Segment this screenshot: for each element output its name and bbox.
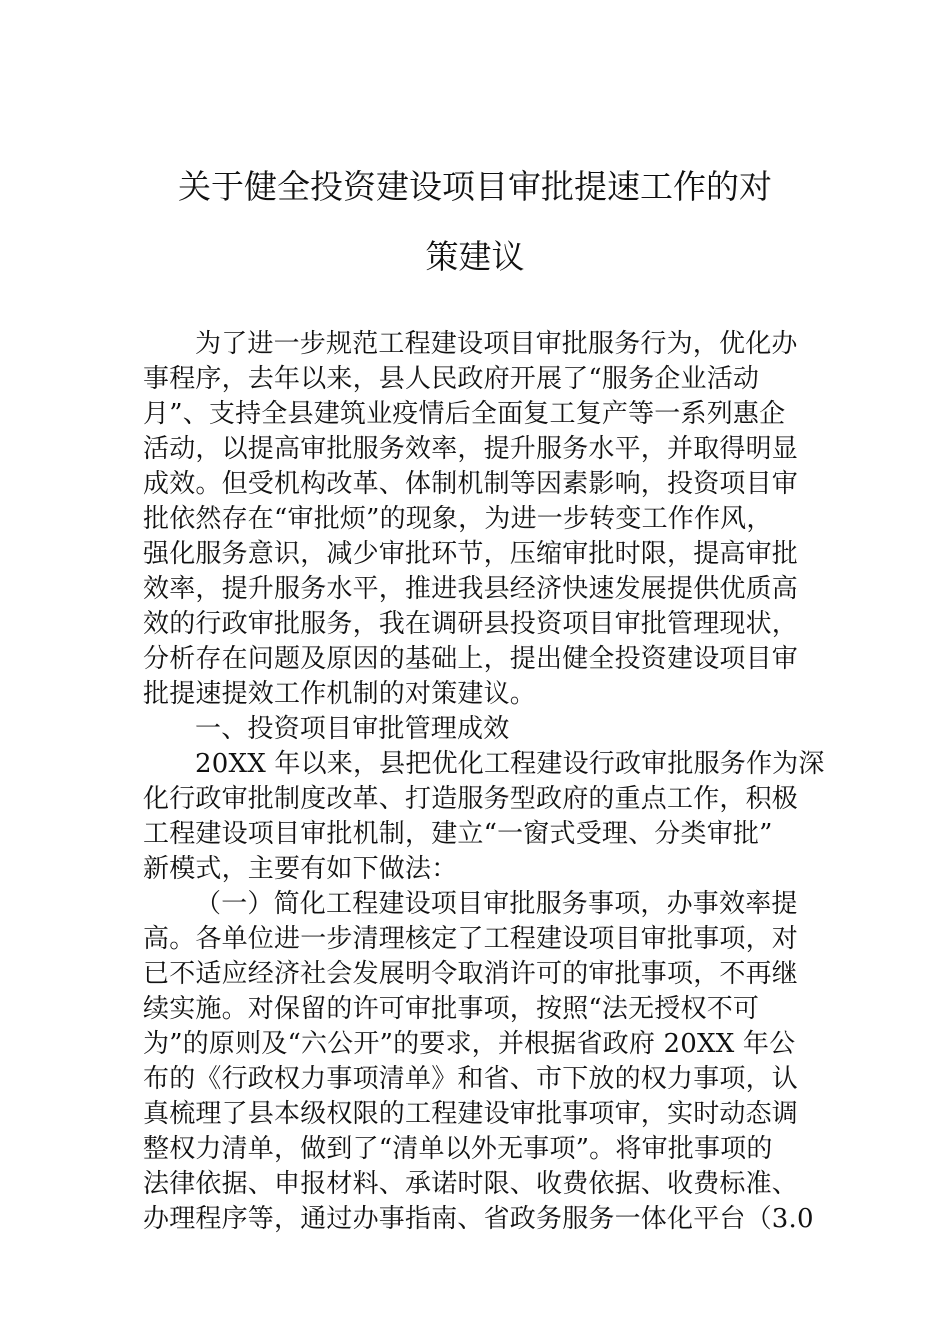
- paragraph-line: 续实施。对保留的许可审批事项，按照“法无授权不可: [143, 994, 760, 1024]
- document-body: [143, 327, 823, 1237]
- paragraph-line: 事程序，去年以来，县人民政府开展了“服务企业活动: [143, 364, 760, 394]
- paragraph-line: 效的行政审批服务，我在调研县投资项目审批管理现状，: [143, 609, 799, 639]
- paragraph-line: 高。各单位进一步清理核定了工程建设项目审批事项，对: [143, 924, 799, 954]
- paragraph-line: 20XX 年以来，县把优化工程建设行政审批服务作为深: [195, 749, 825, 779]
- section-heading: 一、投资项目审批管理成效: [195, 714, 510, 744]
- paragraph-line: 已不适应经济社会发展明令取消许可的审批事项，不再继: [143, 959, 799, 989]
- paragraph-line: 化行政审批制度改革、打造服务型政府的重点工作，积极: [143, 784, 799, 814]
- paragraph-line: 工程建设项目审批机制，建立“一窗式受理、分类审批”: [143, 819, 773, 849]
- paragraph-line: 为了进一步规范工程建设项目审批服务行为，优化办: [195, 329, 798, 359]
- paragraph-line: 法律依据、申报材料、承诺时限、收费依据、收费标准、: [143, 1169, 799, 1199]
- paragraph-line: 成效。但受机构改革、体制机制等因素影响，投资项目审: [143, 469, 799, 499]
- document-title-line-1: 关于健全投资建设项目审批提速工作的对: [178, 167, 772, 206]
- paragraph-line: 强化服务意识，减少审批环节，压缩审批时限，提高审批: [143, 539, 799, 569]
- document-title-line-2: 策建议: [425, 237, 525, 276]
- paragraph-line: 分析存在问题及原因的基础上，提出健全投资建设项目审: [143, 644, 799, 674]
- paragraph-line: 真梳理了县本级权限的工程建设审批事项审，实时动态调: [143, 1099, 799, 1129]
- paragraph-line: 批提速提效工作机制的对策建议。: [143, 679, 537, 709]
- paragraph-line: 办理程序等，通过办事指南、省政务服务一体化平台（3.0: [143, 1204, 814, 1234]
- paragraph-line: 活动，以提高审批服务效率，提升服务水平，并取得明显: [143, 434, 799, 464]
- paragraph-line: 整权力清单，做到了“清单以外无事项”。将审批事项的: [143, 1134, 773, 1164]
- paragraph-line: 为”的原则及“六公开”的要求，并根据省政府 20XX 年公: [143, 1029, 796, 1059]
- paragraph-line: 布的《行政权力事项清单》和省、市下放的权力事项，认: [143, 1064, 799, 1094]
- paragraph-line: 效率，提升服务水平，推进我县经济快速发展提供优质高: [143, 574, 799, 604]
- subsection-heading-line: （一）简化工程建设项目审批服务事项，办事效率提: [195, 889, 798, 919]
- paragraph-line: 新模式，主要有如下做法：: [143, 854, 458, 884]
- paragraph-line: 月”、支持全县建筑业疫情后全面复工复产等一系列惠企: [143, 399, 786, 429]
- paragraph-line: 批依然存在“审批烦”的现象，为进一步转变工作作风，: [143, 504, 773, 534]
